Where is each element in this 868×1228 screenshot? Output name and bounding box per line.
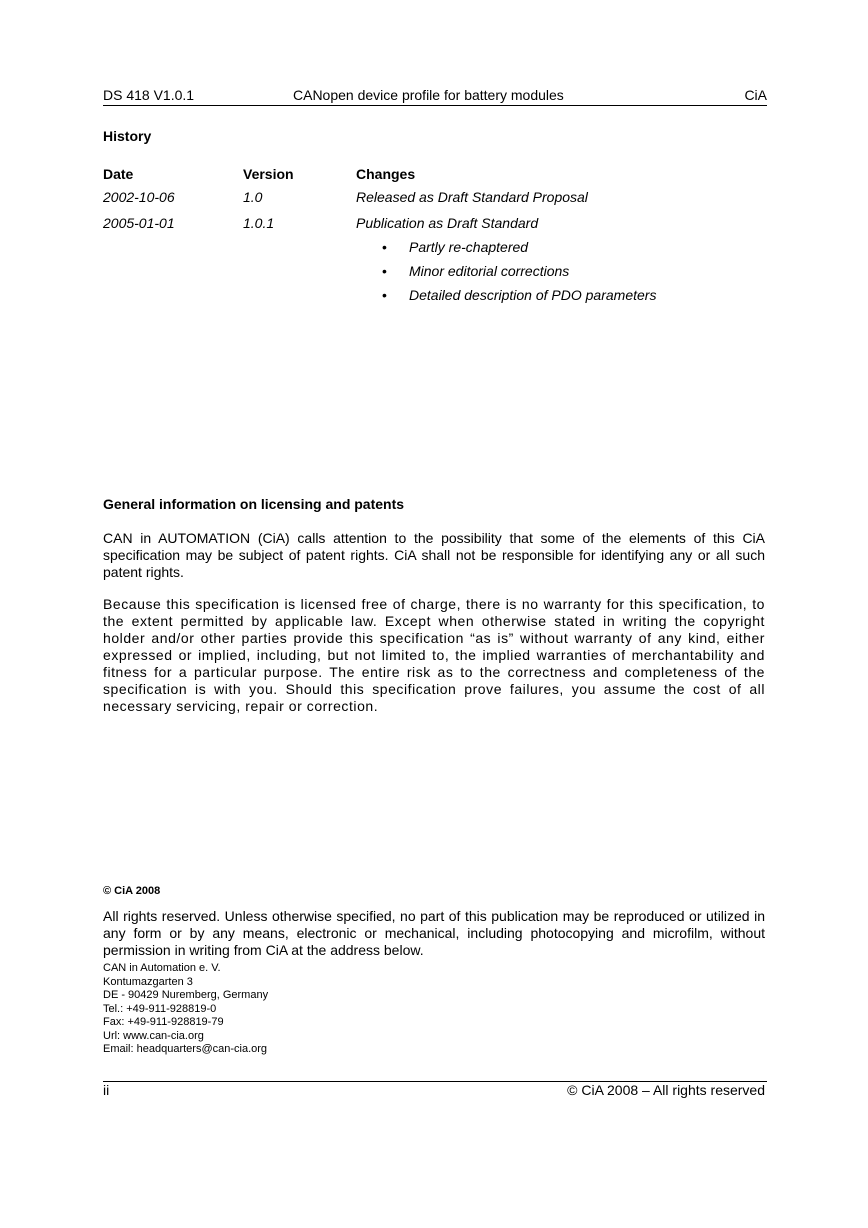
- address-block: [103, 962, 268, 1057]
- address-line: DE - 90429 Nuremberg, Germany: [103, 989, 269, 1001]
- footer-page-number: ii: [103, 1082, 110, 1098]
- header-doc-id: DS 418 V1.0.1: [103, 87, 195, 103]
- address-url: Url: www.can-cia.org: [103, 1029, 204, 1042]
- history-col-changes: Changes: [356, 166, 416, 182]
- history-row-1-change: Released as Draft Standard Proposal: [356, 189, 588, 205]
- address-email: Email: headquarters@can-cia.org: [103, 1043, 268, 1055]
- history-col-version: Version: [243, 166, 294, 182]
- licensing-paragraph-1: CAN in AUTOMATION (CiA) calls attention to the possibility that some of the elements of this CiA specification may be subject of patent rights. CiA shall not be responsible for identifying any or all such patent rights.: [103, 530, 765, 580]
- bullet-icon: •: [382, 287, 387, 303]
- address-line: CAN in Automation e. V.: [103, 962, 221, 974]
- footer-rights: © CiA 2008 – All rights reserved: [567, 1082, 765, 1098]
- header-title: CANopen device profile for battery modules: [293, 87, 564, 103]
- history-heading: History: [103, 128, 152, 144]
- bullet-icon: •: [382, 239, 387, 255]
- copyright-heading: © CiA 2008: [103, 885, 161, 897]
- history-row-2-bullet-2: Minor editorial corrections: [409, 263, 570, 279]
- licensing-paragraph-2: Because this specification is licensed free of charge, there is no warranty for this specification, to the extent permitted by applicable law. Except when otherwise stated in writing the copyright holder and/or other parties provide this specification “as is” without warranty of any kind, either expressed or implied, including, but not limited to, the implied warranties of merchantability and fitness for a particular purpose. The entire risk as to the correctness and completeness of the specification is with you. Should this specification prove failures, you assume the cost of all necessary servicing, repair or correction.: [103, 596, 765, 714]
- address-fax: Fax: +49-911-928819-79: [103, 1016, 224, 1028]
- bullet-icon: •: [382, 263, 387, 279]
- history-row-2-bullet-3: Detailed description of PDO parameters: [409, 287, 657, 303]
- history-row-2-date: 2005-01-01: [103, 215, 175, 231]
- history-row-2-version: 1.0.1: [243, 215, 275, 231]
- history-row-1-version: 1.0: [243, 189, 263, 205]
- address-phone: Tel.: +49-911-928819-0: [103, 1002, 217, 1015]
- licensing-heading: General information on licensing and patents: [103, 496, 405, 512]
- history-col-date: Date: [103, 166, 134, 182]
- header-rule: [103, 105, 767, 106]
- history-row-2-change: Publication as Draft Standard: [356, 215, 539, 231]
- copyright-text: All rights reserved. Unless otherwise specified, no part of this publication may be reproduced or utilized in any form or by any means, electronic or mechanical, including photocopying and microfilm, without permission in writing from CiA at the address below.: [103, 908, 765, 958]
- header-org: CiA: [744, 87, 767, 103]
- history-row-2-bullet-1: Partly re-chaptered: [409, 239, 529, 255]
- history-row-1-date: 2002-10-06: [103, 189, 175, 205]
- address-line: Kontumazgarten 3: [103, 975, 193, 988]
